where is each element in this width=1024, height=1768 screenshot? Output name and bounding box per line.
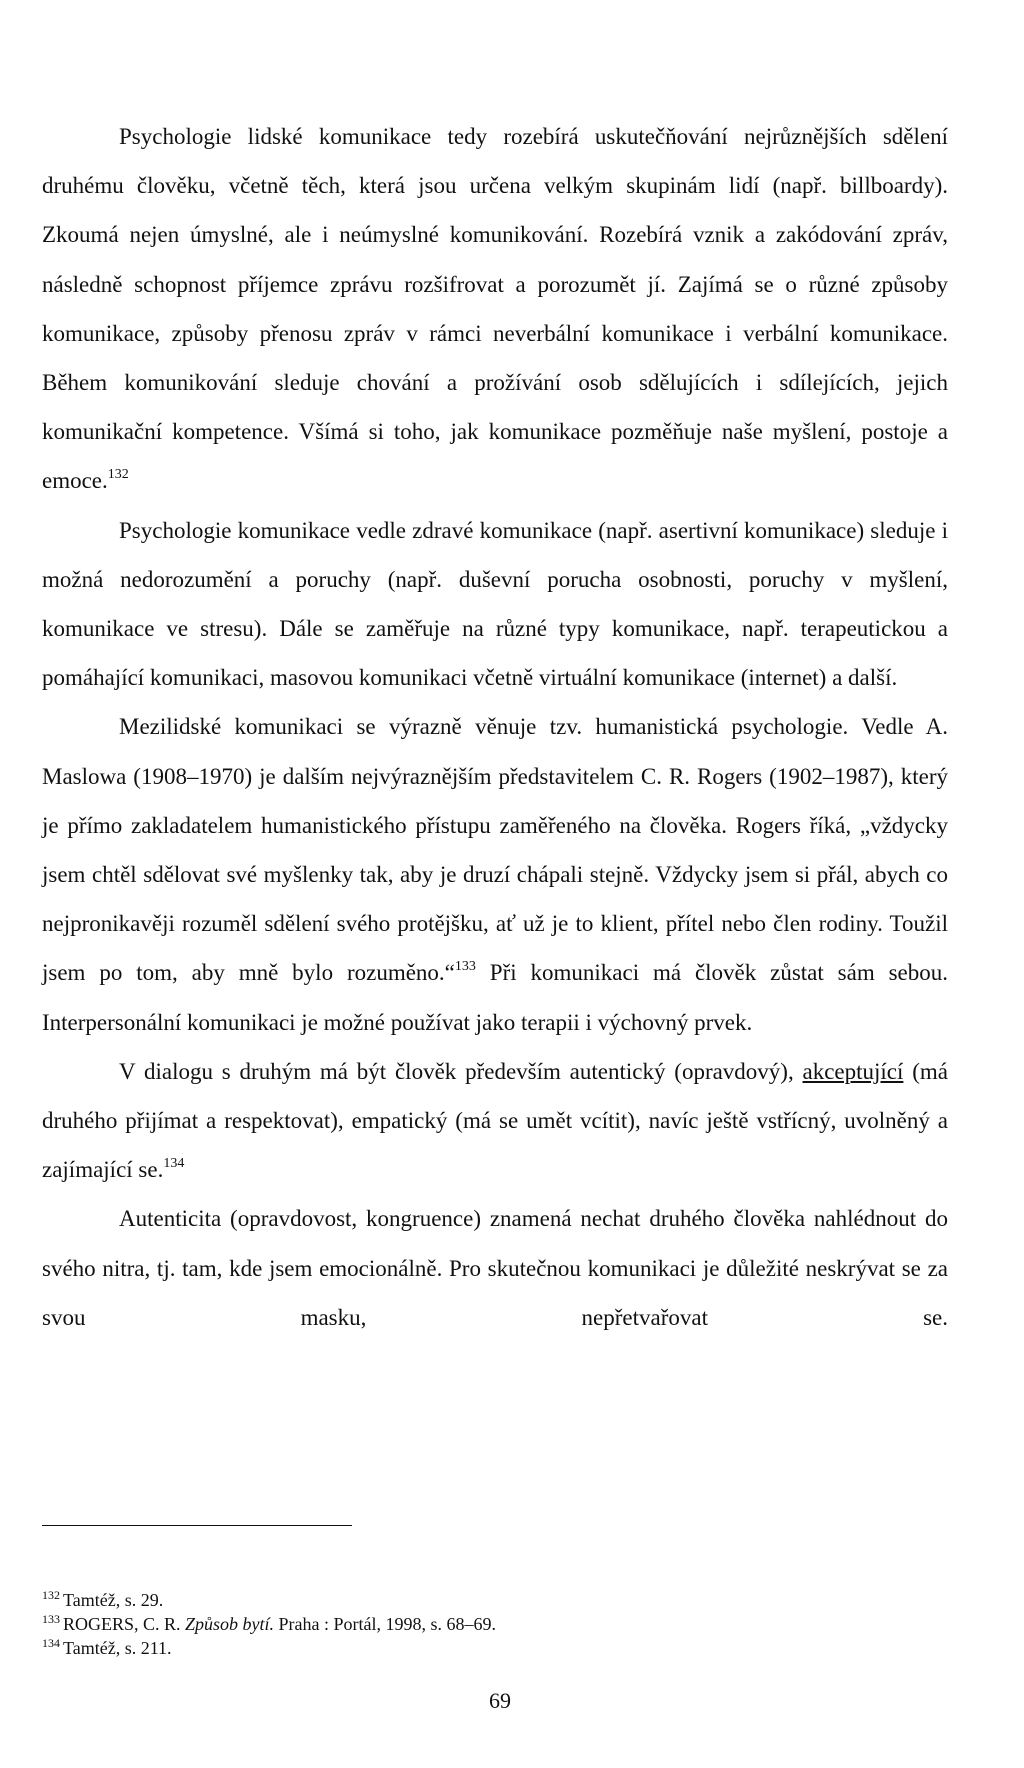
paragraph-1: Psychologie lidské komunikace tedy rozebírá uskutečňování nejrůznějších sdělení druhému člověku, včetně těch, která jsou určena velkým skupinám lidí (např. billboardy). Zkoumá nejen úmyslné, ale i neúmyslné komunikování. Rozebírá vznik a zakódování zpráv, následně schopnost příjemce zprávu rozšifrovat a porozumět jí. Zajímá se o různé způsoby komunikace, způsoby přenosu zpráv v rámci neverbální komunikace i verbální komunikace. Během komunikování sleduje chování a prožívání osob sdělujících i sdílejících, jejich komunikační kompetence. Všímá si toho, jak komunikace pozměňuje naše myšlení, postoje a emoce.$^{132}$ bbox=[42, 124, 948, 494]
footnote-ref-132: 132 bbox=[107, 467, 129, 483]
body-text bbox=[42, 112, 948, 1342]
footnotes bbox=[42, 1588, 942, 1660]
footnote-separator bbox=[42, 1525, 352, 1526]
paragraph-5: Autenticita (opravdovost, kongruence) znamená nechat druhého člověka nahlédnout do svého nitra, tj. tam, kde jsem emocionálně. Pro skutečnou komunikaci je důležité neskrývat se za svou masku, nepřetvařovat se. bbox=[42, 1206, 948, 1330]
footnote-133: $^{133}$ ROGERS, C. R. Způsob bytí. Praha : Portál, 1998, s. 68–69. bbox=[42, 1612, 497, 1634]
page-number: 69 bbox=[489, 1688, 511, 1713]
footnote-132: $^{132}$ Tamtéž, s. 29. bbox=[42, 1588, 164, 1610]
footnote-134: $^{134}$ Tamtéž, s. 211. bbox=[42, 1636, 172, 1658]
paragraph-2: Psychologie komunikace vedle zdravé komunikace (např. asertivní komunikace) sleduje i možná nedorozumění a poruchy (např. duševní porucha osobnosti, poruchy v myšlení, komunikace ve stresu). Dále se zaměřuje na různé typy komunikace, např. terapeutickou a pomáhající komunikaci, masovou komunikaci včetně virtuální komunikace (internet) a další. bbox=[42, 517, 948, 691]
footnote-ref-133: 133 bbox=[454, 959, 476, 975]
underlined-word: akceptující bbox=[802, 1058, 904, 1084]
footnote-ref-134: 134 bbox=[163, 1156, 185, 1172]
paragraph-3: Mezilidské komunikaci se výrazně věnuje tzv. humanistická psychologie. Vedle A. Maslowa (1908–1970) je dalším nejvýraznějším představitelem C. R. Rogers (1902–1987), který je přímo zakladatelem humanistického přístupu zaměřeného na člověka. Rogers říká, „vždycky jsem chtěl sdělovat své myšlenky tak, aby je druzí chápali stejně. Vždycky jsem si přál, abych co nejpronikavěji rozuměl sdělení svého protějšku, ať už je to klient, přítel nebo člen rodiny. Toužil jsem po tom, aby mně bylo rozuměno.“$^{133}$ Při komunikaci má člověk zůstat sám sebou. Interpersonální komunikaci je možné používat jako terapii i výchovný prvek. bbox=[42, 714, 948, 1035]
paragraph-4: V dialogu s druhým má být člověk především autentický (opravdový), akceptující (má druhého přijímat a respektovat), empatický (má se umět vcítit), navíc ještě vstřícný, uvolněný a zajímající se.$^{134}$ bbox=[42, 1058, 948, 1183]
